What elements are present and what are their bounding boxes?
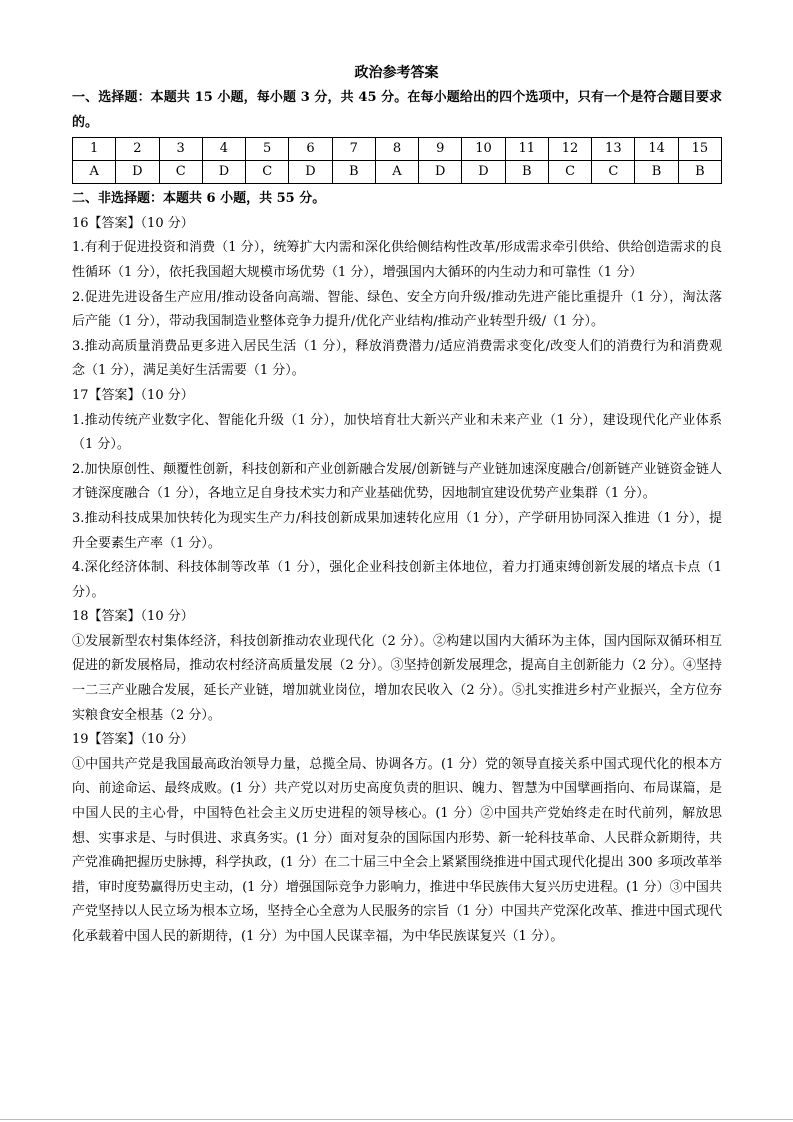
answer-cell: D <box>202 161 245 184</box>
question-number-cell: 11 <box>505 138 548 161</box>
q18-heading: 18【答案】（10 分） <box>72 609 194 625</box>
answer-table <box>72 137 722 184</box>
answer-table-answer-row <box>73 161 722 184</box>
answer-cell: B <box>332 161 375 184</box>
q17-point-4: 4.深化经济体制、科技体制等改革（1 分），强化企业科技创新主体地位，着力打通束缚创新发展的堵点卡点（1 分）。 <box>72 560 722 600</box>
q19-answer: ①中国共产党是我国最高政治领导力量，总揽全局、协调各方。(1 分）党的领导直接关系中国式现代化的根本方向、前途命运、最终成败。(1 分）共产党以对历史高度负责的胆识、魄力、智慧为中国擘画指向、布局谋篇，是中国人民的主心骨，中国特色社会主义历史进程的领导核心。(1 分）②中国共产党始终走在时代前列，解放思想、实事求是、与时俱进、求真务实。(1 分）面对复杂的国际国内形势、新一轮科技革命、人民群众新期待，共产党准确把握历史脉搏，科学执政，(1 分）在二十届三中全会上紧紧围绕推进中国式现代化提出 300 多项改革举措，审时度势赢得历史主动，(1 分）增强国际竞争力影响力，推进中华民族伟大复兴历史进程。(1 分）③中国共产党坚持以人民立场为根本立场，坚持全心全意为人民服务的宗旨（1 分）中国共产党深化改革、推进中国式现代化承载着中国人民的新期待，(1 分）为中国人民谋幸福，为中华民族谋复兴（1 分）。 <box>72 756 722 944</box>
q16-point-1: 1.有利于促进投资和消费（1 分），统筹扩大内需和深化供给侧结构性改革/形成需求牵引供给、供给创造需求的良性循环（1 分），依托我国超大规模市场优势（1 分），增强国内大循环的内生动力和可靠性（1 分） <box>72 240 722 280</box>
question-number-cell: 12 <box>548 138 591 161</box>
question-number-cell: 6 <box>289 138 332 161</box>
answer-cell: C <box>548 161 591 184</box>
answer-cell: D <box>289 161 332 184</box>
answer-cell: C <box>246 161 289 184</box>
q17-point-1: 1.推动传统产业数字化、智能化升级（1 分），加快培育壮大新兴产业和未来产业（1 分），建设现代化产业体系（1 分）。 <box>72 412 722 453</box>
question-number-cell: 9 <box>419 138 462 161</box>
answer-cell: C <box>159 161 202 184</box>
page-title: 政治参考答案 <box>354 65 439 81</box>
question-number-cell: 3 <box>159 138 202 161</box>
answer-cell: C <box>592 161 635 184</box>
page-bottom-divider <box>0 1119 793 1120</box>
q17-heading: 17【答案】（10 分） <box>72 387 194 403</box>
section1-heading: 一、选择题：本题共 15 小题，每小题 3 分，共 45 分。在每小题给出的四个选项中，只有一个是符合题目要求的。 <box>72 90 722 130</box>
question-number-cell: 15 <box>678 138 721 161</box>
answer-cell: A <box>73 161 116 184</box>
question-number-cell: 8 <box>375 138 418 161</box>
question-number-cell: 5 <box>246 138 289 161</box>
answer-cell: D <box>419 161 462 184</box>
question-number-cell: 2 <box>116 138 159 161</box>
q18-answer: ①发展新型农村集体经济，科技创新推动农业现代化（2 分）。②构建以国内大循环为主体，国内国际双循环相互促进的新发展格局，推动农村经济高质量发展（2 分）。③坚持创新发展理念，提高自主创新能力（2 分）。④坚持一二三产业融合发展，延长产业链，增加就业岗位，增加农民收入（2 分）。⑤扎实推进乡村产业振兴，全方位夯实粮食安全根基（2 分）。 <box>72 633 722 723</box>
answer-cell: B <box>635 161 678 184</box>
q16-point-3: 3.推动高质量消费品更多进入居民生活（1 分），释放消费潜力/适应消费需求变化/改变人们的消费行为和消费观念（1 分），满足美好生活需要（1 分）。 <box>72 338 722 379</box>
question-number-cell: 13 <box>592 138 635 161</box>
q16-point-2: 2.促进先进设备生产应用/推动设备向高端、智能、绿色、安全方向升级/推动先进产能比重提升（1 分），淘汰落后产能（1 分），带动我国制造业整体竞争力提升/优化产业结构/推动产业转型升级/（1 分）。 <box>72 289 722 330</box>
question-number-cell: 10 <box>462 138 505 161</box>
answer-cell: D <box>116 161 159 184</box>
answer-cell: B <box>505 161 548 184</box>
question-number-cell: 14 <box>635 138 678 161</box>
q17-point-3: 3.推动科技成果加快转化为现实生产力/科技创新成果加速转化应用（1 分），产学研用协同深入推进（1 分），提升全要素生产率（1 分）。 <box>72 510 722 551</box>
answer-content <box>72 86 722 950</box>
q17-point-2: 2.加快原创性、颠覆性创新，科技创新和产业创新融合发展/创新链与产业链加速深度融合/创新链产业链资金链人才链深度融合（1 分），各地立足自身技术实力和产业基础优势，因地制宜建设优势产业集群（1 分）。 <box>72 461 722 502</box>
question-number-cell: 4 <box>202 138 245 161</box>
q16-heading: 16【答案】（10 分） <box>72 215 194 231</box>
answer-cell: A <box>375 161 418 184</box>
section2-heading: 二、非选择题：本题共 6 小题，共 55 分。 <box>72 191 326 207</box>
question-number-cell: 7 <box>332 138 375 161</box>
answer-cell: B <box>678 161 721 184</box>
answer-cell: D <box>462 161 505 184</box>
question-number-cell: 1 <box>73 138 116 161</box>
q19-heading: 19【答案】（10 分） <box>72 732 194 748</box>
answer-table-number-row <box>73 138 722 161</box>
